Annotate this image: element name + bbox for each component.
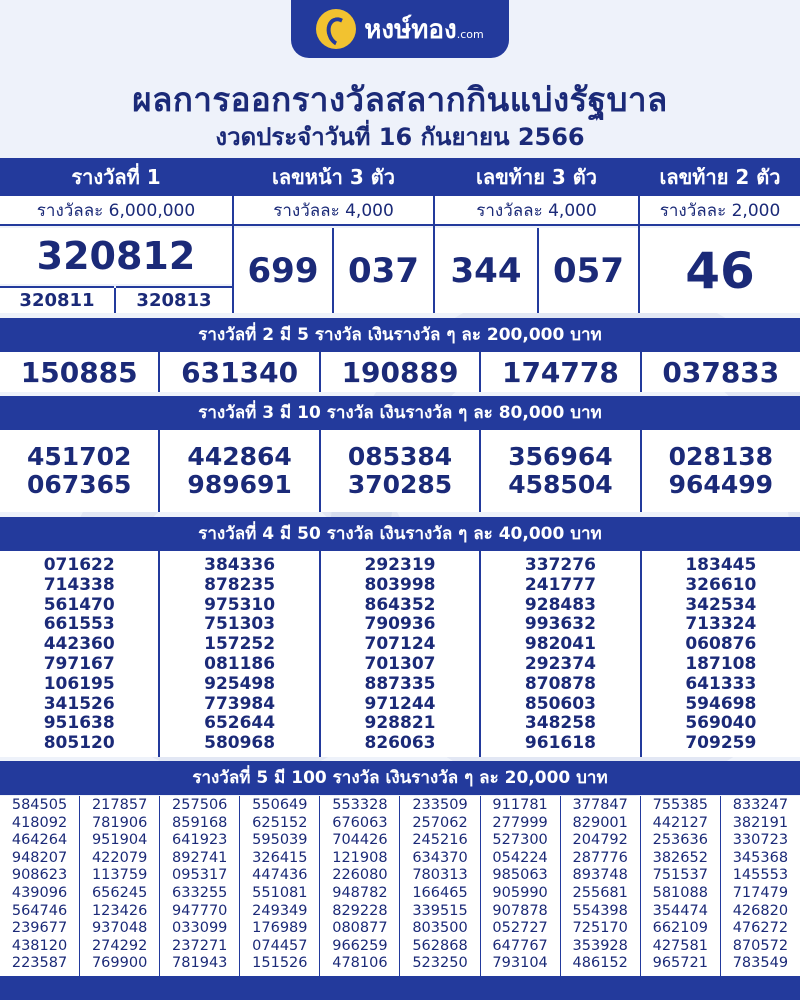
prize5-column bbox=[240, 796, 320, 976]
prize5-number: 427581 bbox=[652, 937, 708, 954]
prize5-number: 377847 bbox=[572, 797, 628, 813]
prize5-column bbox=[160, 796, 240, 976]
prize5-number: 662109 bbox=[652, 920, 708, 937]
prize4-number: 971244 bbox=[364, 693, 436, 714]
prize5-number: 464264 bbox=[11, 832, 68, 849]
prize3-header: รางวัลที่ 3 มี 10 รางวัล เงินรางวัล ๆ ละ 80,000 บาท bbox=[0, 396, 800, 430]
prize2-number: 190889 bbox=[321, 352, 481, 392]
prize4-number: 442360 bbox=[43, 634, 115, 655]
prize5-number: 634370 bbox=[412, 849, 468, 866]
prize5-number: 550649 bbox=[252, 797, 308, 813]
prize5-number: 237271 bbox=[172, 937, 228, 954]
prize5-number: 781943 bbox=[172, 955, 228, 972]
prize4-number: 594698 bbox=[685, 693, 757, 714]
prize3-number: 085384 bbox=[347, 442, 453, 471]
prize4-number: 342534 bbox=[685, 594, 757, 615]
back2-amount: รางวัลละ 2,000 bbox=[640, 196, 800, 226]
prize5-number: 382191 bbox=[732, 814, 789, 831]
prize3-number: 356964 bbox=[508, 442, 613, 471]
prize5-number: 257062 bbox=[412, 814, 468, 831]
prize5-number: 033099 bbox=[172, 920, 228, 937]
prize1-amount: รางวัลละ 6,000,000 bbox=[0, 196, 232, 226]
prize4-number: 580968 bbox=[204, 733, 276, 754]
prize4-number: 292319 bbox=[364, 555, 436, 575]
prize5-number: 054224 bbox=[492, 849, 548, 866]
prize4-number: 157252 bbox=[204, 634, 276, 655]
prize5-number: 442127 bbox=[652, 814, 708, 831]
prize4-number: 790936 bbox=[364, 614, 436, 635]
prize5-number: 527300 bbox=[492, 832, 548, 849]
back3-header: เลขท้าย 3 ตัว bbox=[435, 158, 638, 196]
prize5-number: 781906 bbox=[91, 814, 148, 831]
prize5-number: 803500 bbox=[412, 920, 468, 937]
prize5-number: 676063 bbox=[332, 814, 388, 831]
prize5-number: 523250 bbox=[412, 955, 468, 972]
prize4-number: 928483 bbox=[524, 594, 596, 615]
prize3-column bbox=[0, 430, 160, 512]
prize4-number: 187108 bbox=[685, 653, 757, 674]
prize5-column bbox=[320, 796, 400, 976]
prize2-row bbox=[0, 352, 800, 392]
prize5-number: 564746 bbox=[11, 902, 68, 919]
prize5-number: 478106 bbox=[332, 955, 388, 972]
prize5-header: รางวัลที่ 5 มี 100 รางวัล เงินรางวัล ๆ ละ 20,000 บาท bbox=[0, 761, 800, 795]
prize5-number: 908623 bbox=[11, 867, 68, 884]
prize5-number: 345368 bbox=[732, 849, 789, 866]
prize5-number: 751537 bbox=[652, 867, 708, 884]
prize3-column bbox=[160, 430, 320, 512]
prize4-number: 826063 bbox=[364, 733, 436, 754]
prize5-number: 793104 bbox=[492, 955, 548, 972]
prize4-number: 751303 bbox=[204, 614, 276, 635]
prize4-number: 183445 bbox=[685, 555, 757, 575]
prize5-number: 486152 bbox=[572, 955, 628, 972]
prize5-number: 204792 bbox=[572, 832, 628, 849]
prize5-number: 121908 bbox=[332, 849, 388, 866]
swan-logo-icon bbox=[316, 9, 356, 49]
prize2-number: 631340 bbox=[160, 352, 320, 392]
prize5-number: 893748 bbox=[572, 867, 628, 884]
prize5-number: 783549 bbox=[732, 955, 789, 972]
prize4-number: 803998 bbox=[364, 574, 436, 595]
prize4-column bbox=[0, 551, 160, 757]
prize5-number: 080877 bbox=[332, 920, 388, 937]
prize5-number: 937048 bbox=[91, 920, 148, 937]
draw-date: งวดประจำวันที่ 16 กันยายน 2566 bbox=[215, 123, 585, 151]
prize5-number: 553328 bbox=[332, 797, 388, 813]
prize5-number: 253636 bbox=[652, 832, 708, 849]
prize5-number: 217857 bbox=[91, 797, 148, 813]
prize5-number: 870572 bbox=[732, 937, 789, 954]
prize5-number: 633255 bbox=[172, 884, 228, 901]
top-prizes-table bbox=[0, 158, 800, 313]
prize4-number: 241777 bbox=[524, 574, 596, 595]
prize5-number: 353928 bbox=[572, 937, 628, 954]
prize5-number: 951904 bbox=[91, 832, 148, 849]
page-title: ผลการออกรางวัลสลากกินแบ่งรัฐบาล bbox=[132, 80, 668, 119]
prize5-number: 326415 bbox=[252, 849, 308, 866]
prize5-number: 287776 bbox=[572, 849, 628, 866]
prize4-number: 951638 bbox=[43, 713, 115, 734]
prize5-number: 052727 bbox=[492, 920, 548, 937]
prize5-number: 418092 bbox=[11, 814, 68, 831]
prize4-number: 561470 bbox=[43, 594, 115, 615]
prize4-header: รางวัลที่ 4 มี 50 รางวัล เงินรางวัล ๆ ละ 40,000 บาท bbox=[0, 517, 800, 551]
prize5-number: 422079 bbox=[91, 849, 148, 866]
prize5-number: 447436 bbox=[252, 867, 308, 884]
prize4-number: 081186 bbox=[204, 653, 276, 674]
prize5-number: 907878 bbox=[492, 902, 548, 919]
near-prize-right: 320813 bbox=[116, 286, 232, 313]
prize4-column bbox=[160, 551, 320, 757]
prize5-number: 274292 bbox=[91, 937, 148, 954]
prize5-column bbox=[721, 796, 800, 976]
prize4-number: 887335 bbox=[364, 673, 436, 694]
prize4-number: 060876 bbox=[685, 634, 757, 655]
near-prize-left: 320811 bbox=[0, 286, 114, 313]
prize4-number: 850603 bbox=[524, 693, 596, 714]
prize4-number: 652644 bbox=[204, 713, 276, 734]
prize5-number: 426820 bbox=[732, 902, 789, 919]
prize4-number: 870878 bbox=[524, 673, 596, 694]
prize5-column bbox=[561, 796, 641, 976]
back2-header: เลขท้าย 2 ตัว bbox=[640, 158, 800, 196]
prize5-number: 239677 bbox=[11, 920, 68, 937]
prize2-number: 174778 bbox=[481, 352, 641, 392]
prize3-column bbox=[642, 430, 800, 512]
back2-number: 46 bbox=[640, 228, 800, 313]
prize4-row bbox=[0, 551, 800, 757]
prize5-column bbox=[80, 796, 160, 976]
prize4-number: 993632 bbox=[524, 614, 596, 635]
prize4-number: 341526 bbox=[43, 693, 115, 714]
prize5-number: 438120 bbox=[11, 937, 68, 954]
prize5-number: 656245 bbox=[91, 884, 148, 901]
prize5-number: 717479 bbox=[732, 884, 789, 901]
prize5-number: 947770 bbox=[172, 902, 228, 919]
prize5-number: 704426 bbox=[332, 832, 388, 849]
prize5-number: 382652 bbox=[652, 849, 708, 866]
prize5-number: 584505 bbox=[11, 797, 68, 813]
prize4-number: 925498 bbox=[204, 673, 276, 694]
prize5-number: 233509 bbox=[412, 797, 468, 813]
front3-amount: รางวัลละ 4,000 bbox=[234, 196, 433, 226]
prize5-number: 755385 bbox=[652, 797, 708, 813]
prize5-number: 151526 bbox=[252, 955, 308, 972]
back3-number: 057 bbox=[539, 228, 638, 313]
prize5-number: 829228 bbox=[332, 902, 388, 919]
prize4-number: 661553 bbox=[43, 614, 115, 635]
prize4-number: 805120 bbox=[43, 733, 115, 754]
footer-band bbox=[0, 976, 800, 1000]
prize5-number: 911781 bbox=[492, 797, 548, 813]
prize4-number: 797167 bbox=[43, 653, 115, 674]
prize5-number: 948207 bbox=[11, 849, 68, 866]
prize5-number: 257506 bbox=[172, 797, 228, 813]
prize5-number: 780313 bbox=[412, 867, 468, 884]
prize4-number: 641333 bbox=[685, 673, 757, 694]
prize2-number: 150885 bbox=[0, 352, 160, 392]
prize5-number: 625152 bbox=[252, 814, 308, 831]
prize3-number: 458504 bbox=[508, 470, 613, 499]
prize4-number: 326610 bbox=[685, 574, 757, 595]
prize5-column bbox=[0, 796, 80, 976]
prize3-number: 442864 bbox=[187, 442, 292, 471]
prize5-number: 829001 bbox=[572, 814, 628, 831]
prize4-number: 878235 bbox=[204, 574, 276, 595]
prize5-number: 551081 bbox=[252, 884, 308, 901]
prize4-number: 569040 bbox=[685, 713, 757, 734]
front3-header: เลขหน้า 3 ตัว bbox=[234, 158, 433, 196]
prize3-row bbox=[0, 430, 800, 512]
brand-logo[interactable] bbox=[291, 0, 509, 58]
prize4-column bbox=[642, 551, 800, 757]
prize5-grid bbox=[0, 796, 800, 976]
front3-number: 699 bbox=[234, 228, 332, 313]
prize1-number: 320812 bbox=[0, 228, 232, 284]
prize5-number: 123426 bbox=[91, 902, 148, 919]
prize3-number: 067365 bbox=[27, 470, 132, 499]
prize5-number: 095317 bbox=[172, 867, 228, 884]
prize2-number: 037833 bbox=[642, 352, 800, 392]
prize5-number: 245216 bbox=[412, 832, 468, 849]
prize5-number: 439096 bbox=[11, 884, 68, 901]
prize5-number: 145553 bbox=[732, 867, 789, 884]
prize5-number: 476272 bbox=[732, 920, 789, 937]
prize4-number: 292374 bbox=[524, 653, 596, 674]
prize5-number: 641923 bbox=[172, 832, 228, 849]
prize5-number: 255681 bbox=[572, 884, 628, 901]
prize5-number: 176989 bbox=[252, 920, 308, 937]
prize5-number: 277999 bbox=[492, 814, 548, 831]
prize4-number: 337276 bbox=[524, 555, 596, 575]
prize4-number: 713324 bbox=[685, 614, 757, 635]
prize5-number: 330723 bbox=[732, 832, 789, 849]
prize5-number: 166465 bbox=[412, 884, 468, 901]
prize5-number: 769900 bbox=[91, 955, 148, 972]
brand-domain: .com bbox=[456, 27, 484, 41]
prize5-number: 074457 bbox=[252, 937, 308, 954]
prize4-column bbox=[321, 551, 481, 757]
prize5-number: 647767 bbox=[492, 937, 548, 954]
prize4-number: 961618 bbox=[524, 733, 596, 754]
prize5-column bbox=[481, 796, 561, 976]
prize5-number: 833247 bbox=[732, 797, 789, 813]
prize4-number: 773984 bbox=[204, 693, 276, 714]
prize3-number: 964499 bbox=[668, 470, 774, 499]
prize5-number: 966259 bbox=[332, 937, 388, 954]
prize5-number: 581088 bbox=[652, 884, 708, 901]
prize5-column bbox=[641, 796, 721, 976]
prize4-column bbox=[481, 551, 641, 757]
prize5-number: 339515 bbox=[412, 902, 468, 919]
prize5-number: 725170 bbox=[572, 920, 628, 937]
prize4-number: 384336 bbox=[204, 555, 276, 575]
prize4-number: 928821 bbox=[364, 713, 436, 734]
prize5-number: 554398 bbox=[572, 902, 628, 919]
prize3-number: 451702 bbox=[27, 442, 132, 471]
prize5-column bbox=[400, 796, 480, 976]
prize4-number: 071622 bbox=[43, 555, 115, 575]
prize5-number: 354474 bbox=[652, 902, 708, 919]
back3-amount: รางวัลละ 4,000 bbox=[435, 196, 638, 226]
prize3-number: 370285 bbox=[347, 470, 453, 499]
prize5-number: 892741 bbox=[172, 849, 228, 866]
prize5-number: 223587 bbox=[11, 955, 68, 972]
prize4-number: 714338 bbox=[43, 574, 115, 595]
prize4-number: 982041 bbox=[524, 634, 596, 655]
prize3-column bbox=[321, 430, 481, 512]
prize4-number: 864352 bbox=[364, 594, 436, 615]
prize5-number: 595039 bbox=[252, 832, 308, 849]
prize5-number: 965721 bbox=[652, 955, 708, 972]
prize4-number: 707124 bbox=[364, 634, 436, 655]
prize5-number: 985063 bbox=[492, 867, 548, 884]
prize3-number: 989691 bbox=[187, 470, 292, 499]
prize5-number: 226080 bbox=[332, 867, 388, 884]
prize4-number: 348258 bbox=[524, 713, 596, 734]
prize4-number: 975310 bbox=[204, 594, 276, 615]
prize4-number: 701307 bbox=[364, 653, 436, 674]
prize5-number: 859168 bbox=[172, 814, 228, 831]
prize5-number: 562868 bbox=[412, 937, 468, 954]
prize3-column bbox=[481, 430, 641, 512]
prize4-number: 709259 bbox=[685, 733, 757, 754]
prize1-header: รางวัลที่ 1 bbox=[0, 158, 232, 196]
brand-name: หงษ์ทอง bbox=[364, 14, 457, 45]
back3-number: 344 bbox=[435, 228, 537, 313]
front3-number: 037 bbox=[334, 228, 433, 313]
prize2-header: รางวัลที่ 2 มี 5 รางวัล เงินรางวัล ๆ ละ 200,000 บาท bbox=[0, 318, 800, 352]
prize5-number: 113759 bbox=[91, 867, 148, 884]
prize4-number: 106195 bbox=[43, 673, 115, 694]
prize5-number: 249349 bbox=[252, 902, 308, 919]
prize5-number: 948782 bbox=[332, 884, 388, 901]
prize5-number: 905990 bbox=[492, 884, 548, 901]
prize3-number: 028138 bbox=[668, 442, 774, 471]
